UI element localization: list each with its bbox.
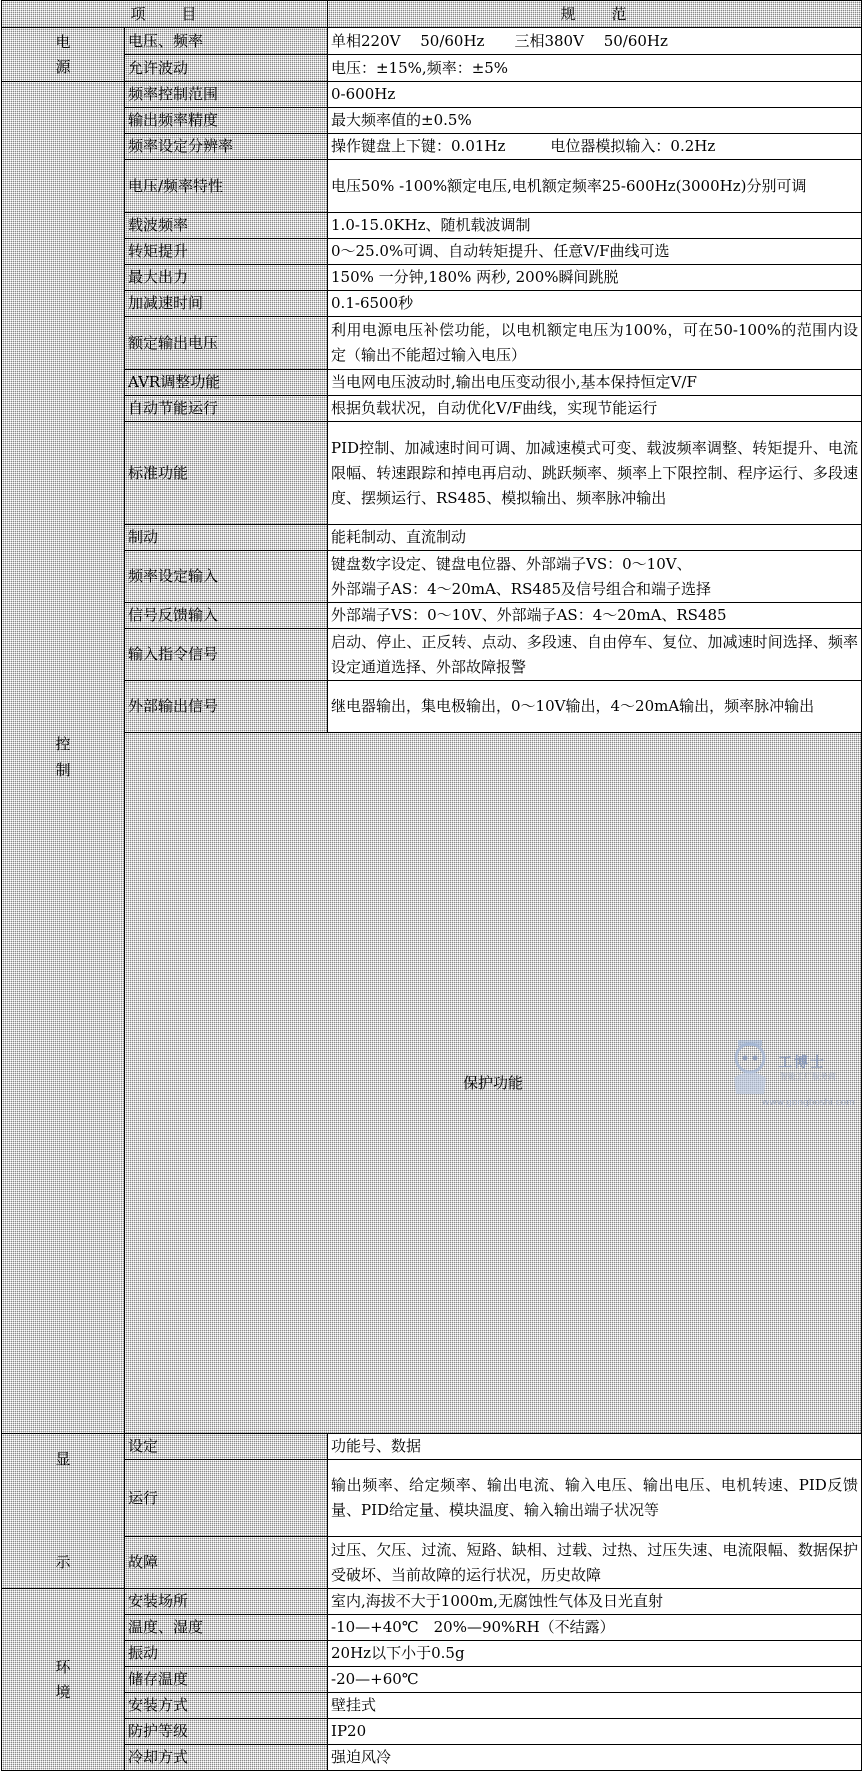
table-row [2, 396, 862, 422]
spec-value: 1.0-15.0KHz、随机载波调制 [328, 213, 862, 239]
table-row [2, 525, 862, 551]
spec-value: 当电网电压波动时,输出电压变动很小,基本保持恒定V/F [328, 370, 862, 396]
table-row [2, 1745, 862, 1771]
item-label: 频率控制范围 [125, 82, 328, 108]
spec-value: PID控制、加减速时间可调、加减速模式可变、载波频率调整、转矩提升、电流限幅、转速跟踪和掉电再启动、跳跃频率、频率上下限控制、程序运行、多段速度、摆频运行、RS485、模拟输出、频率脉冲输出 [328, 422, 862, 525]
spec-value: 电压50% -100%额定电压,电机额定频率25-600Hz(3000Hz)分别可调 [328, 160, 862, 213]
table-row [2, 551, 862, 603]
table-row [2, 55, 862, 82]
header-item: 项 目 [2, 1, 328, 28]
group-power: 电 源 [2, 28, 125, 82]
group-protection: 保护功能 [125, 733, 862, 1434]
table-row [2, 134, 862, 160]
spec-value: 电压：±15%,频率：±5% [328, 55, 862, 82]
table-row [2, 1719, 862, 1745]
spec-value: -20—+60℃ [328, 1667, 862, 1693]
spec-value: 壁挂式 [328, 1693, 862, 1719]
item-label: 加减速时间 [125, 291, 328, 317]
spec-value: 0-600Hz [328, 82, 862, 108]
header-row [2, 1, 862, 28]
item-label: 储存温度 [125, 1667, 328, 1693]
item-label: 外部输出信号 [125, 681, 328, 733]
table-row [2, 28, 862, 55]
spec-value: 单相220V 50/60Hz 三相380V 50/60Hz [328, 28, 862, 55]
group-control: 控 制 [2, 82, 125, 1434]
spec-value: IP20 [328, 1719, 862, 1745]
item-label: 额定输出电压 [125, 317, 328, 370]
table-row [2, 603, 862, 629]
spec-value: 最大频率值的±0.5% [328, 108, 862, 134]
table-row [2, 213, 862, 239]
spec-value: 利用电源电压补偿功能，以电机额定电压为100%，可在50-100%的范围内设定（输出不能超过输入电压） [328, 317, 862, 370]
group-display: 显 示 [2, 1434, 125, 1589]
table-row [2, 291, 862, 317]
watermark-brand: 工博士 [778, 1055, 826, 1071]
item-label: 载波频率 [125, 213, 328, 239]
watermark-tagline: 智能工厂服务商 [780, 1072, 836, 1081]
spec-value: 输出频率、给定频率、输出电流、输入电压、输出电压、电机转速、PID反馈量、PID给定量、模块温度、输入输出端子状况等 [328, 1460, 862, 1537]
item-label: AVR调整功能 [125, 370, 328, 396]
item-label: 允许波动 [125, 55, 328, 82]
item-label: 频率设定输入 [125, 551, 328, 603]
table-row [2, 160, 862, 213]
item-label: 频率设定分辨率 [125, 134, 328, 160]
spec-value: 强迫风冷 [328, 1745, 862, 1771]
table-row [2, 265, 862, 291]
spec-value: 150% 一分钟,180% 两秒, 200%瞬间跳脱 [328, 265, 862, 291]
table-row [2, 1589, 862, 1615]
spec-value: 过压、欠压、过流、短路、缺相、过载、过热、过压失速、电流限幅、数据保护受破坏、当前故障的运行状况，历史故障 [328, 1537, 862, 1589]
spec-value: 能耗制动、直流制动 [328, 525, 862, 551]
table-row [2, 1667, 862, 1693]
item-label: 自动节能运行 [125, 396, 328, 422]
spec-line: 外部端子AS：4～20mA、RS485及信号组合和端子选择 [331, 579, 712, 598]
table-row [2, 681, 862, 733]
item-label: 电压/频率特性 [125, 160, 328, 213]
spec-value: 操作键盘上下键：0.01Hz 电位器模拟输入：0.2Hz [328, 134, 862, 160]
item-label: 输入指令信号 [125, 629, 328, 681]
spec-value: 启动、停止、正反转、点动、多段速、自由停车、复位、加减速时间选择、频率设定通道选择、外部故障报警 [328, 629, 862, 681]
table-row [2, 1641, 862, 1667]
table-row [2, 1615, 862, 1641]
table-row [2, 1434, 862, 1460]
table-row [2, 82, 862, 108]
table-row [2, 317, 862, 370]
table-row [2, 370, 862, 396]
spec-table [1, 0, 862, 1771]
table-row [2, 239, 862, 265]
table-row [2, 1537, 862, 1589]
table-row [2, 108, 862, 134]
spec-value: 功能号、数据 [328, 1434, 862, 1460]
item-label: 防护等级 [125, 1719, 328, 1745]
spec-value: 20Hz以下小于0.5g [328, 1641, 862, 1667]
table-row [2, 1460, 862, 1537]
item-label: 温度、湿度 [125, 1615, 328, 1641]
item-label: 冷却方式 [125, 1745, 328, 1771]
item-label: 制动 [125, 525, 328, 551]
spec-line: 键盘数字设定、键盘电位器、外部端子VS：0～10V、 [331, 554, 692, 573]
group-environment: 环 境 [2, 1589, 125, 1771]
item-label: 输出频率精度 [125, 108, 328, 134]
item-label: 安装方式 [125, 1693, 328, 1719]
item-label: 转矩提升 [125, 239, 328, 265]
spec-value: 继电器输出，集电极输出，0～10V输出，4～20mA输出，频率脉冲输出 [328, 681, 862, 733]
spec-value: 室内,海拔不大于1000m,无腐蚀性气体及日光直射 [328, 1589, 862, 1615]
spec-value: 根据负载状况，自动优化V/F曲线，实现节能运行 [328, 396, 862, 422]
item-label: 电压、频率 [125, 28, 328, 55]
spec-value: -10—+40℃ 20%—90%RH（不结露） [328, 1615, 862, 1641]
spec-value: 外部端子VS：0～10V、外部端子AS：4～20mA、RS485 [328, 603, 862, 629]
header-spec: 规 范 [328, 1, 862, 28]
watermark-url: www.gongboshi.com [762, 1098, 855, 1108]
item-label: 振动 [125, 1641, 328, 1667]
table-row [2, 1693, 862, 1719]
spec-value: 0.1-6500秒 [328, 291, 862, 317]
item-label: 标准功能 [125, 422, 328, 525]
item-label: 信号反馈输入 [125, 603, 328, 629]
item-label: 设定 [125, 1434, 328, 1460]
item-label: 故障 [125, 1537, 328, 1589]
item-label: 运行 [125, 1460, 328, 1537]
table-row [2, 422, 862, 525]
item-label: 安装场所 [125, 1589, 328, 1615]
spec-value [328, 551, 862, 603]
table-row [2, 629, 862, 681]
spec-value: 0～25.0%可调、自动转矩提升、任意V/F曲线可选 [328, 239, 862, 265]
item-label: 最大出力 [125, 265, 328, 291]
